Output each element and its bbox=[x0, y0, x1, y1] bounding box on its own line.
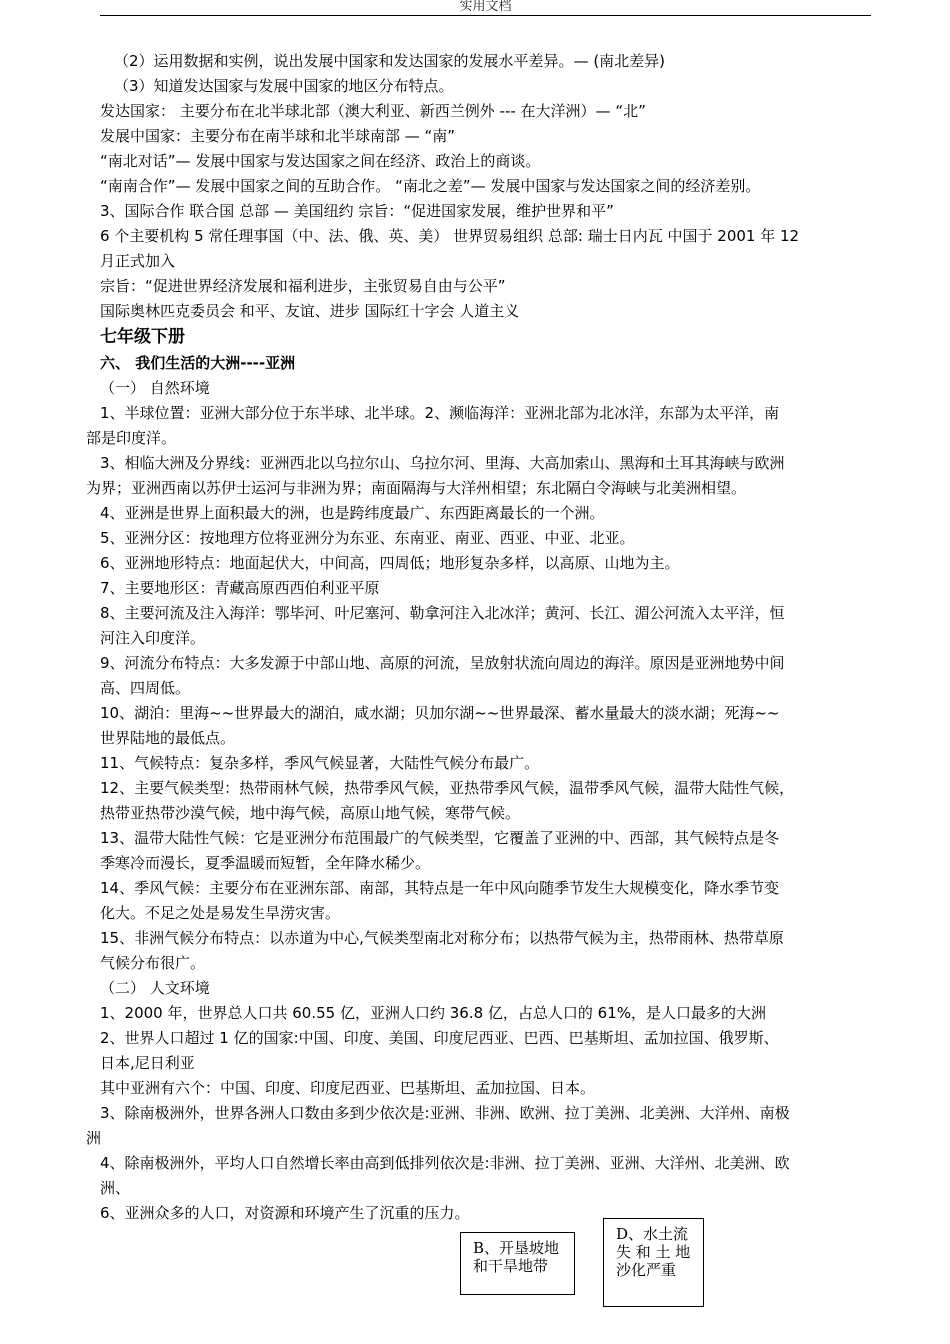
section-title-natural: （一） 自然环境 bbox=[100, 379, 210, 397]
page-header: 实用文档 bbox=[100, 0, 871, 16]
text-line: 其中亚洲有六个：中国、印度、印度尼西亚、巴基斯坦、孟加拉国、日本。 bbox=[100, 1079, 596, 1097]
text-line: 气候分布很广。 bbox=[100, 954, 206, 972]
section-title-human: （二） 人文环境 bbox=[100, 979, 210, 997]
text-line: 高、四周低。 bbox=[100, 679, 191, 697]
text-line: 化大。不足之处是易发生旱涝灾害。 bbox=[100, 904, 341, 922]
box-text: B、开垦坡地 bbox=[473, 1239, 560, 1257]
diagram-box-d bbox=[603, 1218, 704, 1307]
text-line: 国际奥林匹克委员会 和平、友谊、进步 国际红十字会 人道主义 bbox=[100, 302, 520, 320]
text-line: 6、亚洲地形特点：地面起伏大，中间高，四周低；地形复杂多样，以高原、山地为主。 bbox=[100, 554, 680, 572]
text-line: 14、季风气候：主要分布在亚洲东部、南部，其特点是一年中风向随季节发生大规模变化，降水季节变 bbox=[100, 879, 780, 897]
box-text: D、水土流 bbox=[616, 1225, 689, 1243]
box-text: 和干旱地带 bbox=[473, 1257, 549, 1275]
text-line: 发展中国家：主要分布在南半球和北半球南部 — “南” bbox=[100, 127, 456, 145]
box-text: 失 和 土 地 bbox=[616, 1243, 691, 1261]
text-line: 月正式加入 bbox=[100, 252, 176, 270]
text-line: 6 个主要机构 5 常任理事国（中、法、俄、英、美） 世界贸易组织 总部: 瑞士日内瓦 中国于 2001 年 12 bbox=[100, 227, 800, 245]
text-line: 1、2000 年，世界总人口共 60.55 亿，亚洲人口约 36.8 亿，占总人口的 61%，是人口最多的大洲 bbox=[100, 1004, 767, 1022]
text-line: 12、主要气候类型：热带雨林气候，热带季风气候，亚热带季风气候，温带季风气候，温带大陆性气候， bbox=[100, 779, 795, 797]
grade-title: 七年级下册 bbox=[100, 327, 185, 347]
text-line: 6、亚洲众多的人口，对资源和环境产生了沉重的压力。 bbox=[100, 1204, 470, 1222]
text-line: 2、世界人口超过 1 亿的国家:中国、印度、美国、印度尼西亚、巴西、巴基斯坦、孟加拉国、俄罗斯、 bbox=[100, 1029, 779, 1047]
document-body bbox=[86, 49, 890, 1226]
text-line: 热带亚热带沙漠气候，地中海气候，高原山地气候，寒带气候。 bbox=[100, 804, 521, 822]
text-line: “南北对话”— 发展中国家与发达国家之间在经济、政治上的商谈。 bbox=[100, 152, 541, 170]
text-line: “南南合作”— 发展中国家之间的互助合作。 “南北之差”— 发展中国家与发达国家之间的经济差别。 bbox=[100, 177, 761, 195]
text-line: （3）知道发达国家与发展中国家的地区分布特点。 bbox=[114, 77, 454, 95]
diagram-box-b bbox=[460, 1232, 575, 1295]
text-line: 15、非洲气候分布特点：以赤道为中心,气候类型南北对称分布；以热带气候为主，热带雨林、热带草原 bbox=[100, 929, 784, 947]
text-line: 9、河流分布特点：大多发源于中部山地、高原的河流，呈放射状流向周边的海洋。原因是亚洲地势中间 bbox=[100, 654, 785, 672]
text-line: 3、除南极洲外，世界各洲人口数由多到少依次是:亚洲、非洲、欧洲、拉丁美洲、北美洲、大洋州、南极 bbox=[100, 1104, 790, 1122]
box-text: 沙化严重 bbox=[616, 1261, 677, 1279]
text-line: 河注入印度洋。 bbox=[100, 629, 206, 647]
text-line: 7、主要地形区：青藏高原西西伯利亚平原 bbox=[100, 579, 380, 597]
text-line: 1、半球位置：亚洲大部分位于东半球、北半球。2、濒临海洋：亚洲北部为北冰洋，东部为太平洋，南 bbox=[100, 404, 780, 422]
text-line: 世界陆地的最低点。 bbox=[100, 729, 236, 747]
text-line: 11、气候特点：复杂多样，季风气候显著，大陆性气候分布最广。 bbox=[100, 754, 540, 772]
text-line: 日本,尼日利亚 bbox=[100, 1054, 195, 1072]
text-line: 3、国际合作 联合国 总部 — 美国纽约 宗旨：“促进国家发展，维护世界和平” bbox=[100, 202, 614, 220]
text-line: 宗旨：“促进世界经济发展和福利进步，主张贸易自由与公平” bbox=[100, 277, 506, 295]
text-line: 4、亚洲是世界上面积最大的洲，也是跨纬度最广、东西距离最长的一个洲。 bbox=[100, 504, 605, 522]
text-line: 5、亚洲分区：按地理方位将亚洲分为东亚、东南亚、南亚、西亚、中亚、北亚。 bbox=[100, 529, 635, 547]
text-line: 季寒冷而漫长，夏季温暖而短暂，全年降水稀少。 bbox=[100, 854, 431, 872]
text-line: （2）运用数据和实例，说出发展中国家和发达国家的发展水平差异。— (南北差异) bbox=[114, 52, 666, 70]
text-line: 洲、 bbox=[100, 1179, 131, 1197]
text-line: 为界；亚洲西南以苏伊士运河与非洲为界；南面隔海与大洋州相望；东北隔白令海峡与北美洲相望。 bbox=[86, 479, 747, 497]
text-line: 洲 bbox=[86, 1129, 102, 1147]
text-line: 8、主要河流及注入海洋：鄂毕河、叶尼塞河、勒拿河注入北冰洋；黄河、长江、湄公河流入太平洋，恒 bbox=[100, 604, 785, 622]
text-line: 13、温带大陆性气候：它是亚洲分布范围最广的气候类型，它覆盖了亚洲的中、西部，其气候特点是冬 bbox=[100, 829, 780, 847]
text-line: 发达国家： 主要分布在北半球北部（澳大利亚、新西兰例外 --- 在大洋洲）— “北” bbox=[100, 102, 646, 120]
text-line: 3、相临大洲及分界线：亚洲西北以乌拉尔山、乌拉尔河、里海、大高加索山、黑海和土耳其海峡与欧洲 bbox=[100, 454, 785, 472]
text-line: 部是印度洋。 bbox=[86, 429, 177, 447]
text-line: 10、湖泊：里海~~世界最大的湖泊，咸水湖；贝加尔湖~~世界最深、蓄水量最大的淡水湖；死海~~ bbox=[100, 704, 780, 722]
text-line: 4、除南极洲外，平均人口自然增长率由高到低排列依次是:非洲、拉丁美洲、亚洲、大洋州、北美洲、欧 bbox=[100, 1154, 790, 1172]
unit-title: 六、 我们生活的大洲----亚洲 bbox=[100, 354, 296, 372]
